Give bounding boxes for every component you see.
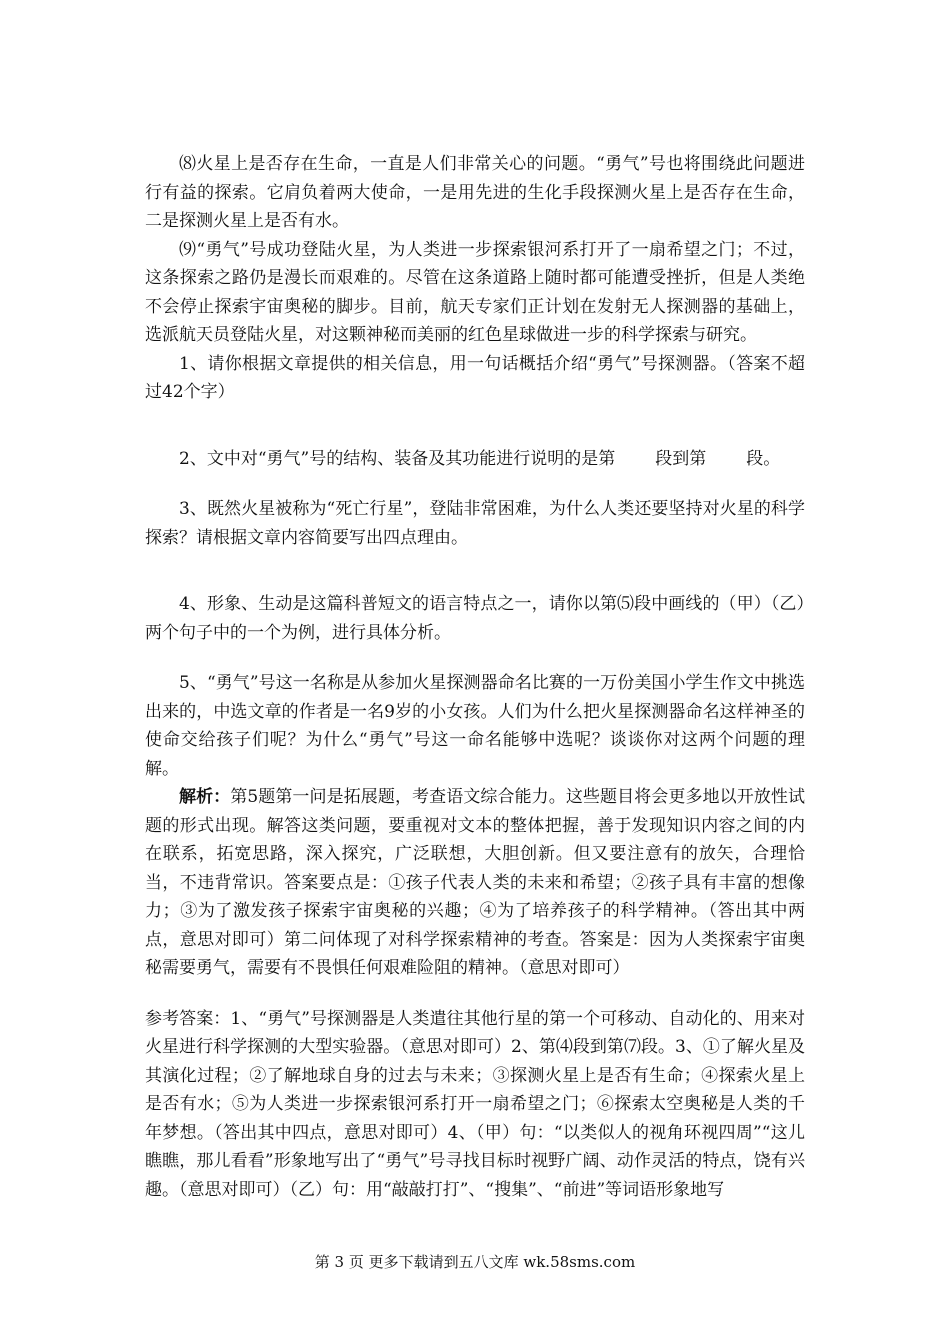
question-5: 5、“勇气”号这一名称是从参加火星探测器命名比赛的一万份美国小学生作文中挑选出来的，中选文章的作者是一名9岁的小女孩。人们为什么把火星探测器命名这样神圣的使命交给孩子们呢？为什么“勇气”号这一命名能够中选呢？谈谈你对这两个问题的理解。 (145, 673, 805, 779)
question-2-part-b: 段到第 (655, 448, 707, 469)
question-4: 4、形象、生动是这篇科普短文的语言特点之一，请你以第⑸段中画线的（甲）（乙）两个句子中的一个为例，进行具体分析。 (145, 594, 805, 643)
question-2-part-c: 段。 (746, 448, 781, 469)
analysis-text: 第5题第一问是拓展题，考查语文综合能力。这些题目将会更多地以开放性试题的形式出现。解答这类问题，要重视对文本的整体把握，善于发现知识内容之间的内在联系，拓宽思路，深入探究，广泛联想，大胆创新。但又要注意有的放矢，合理恰当，不违背常识。答案要点是：①孩子代表人类的未来和希望；②孩子具有丰富的想像力；③为了激发孩子探索宇宙奥秘的兴趣；④为了培养孩子的科学精神。（答出其中两点，意思对即可）第二问体现了对科学探索精神的考查。答案是：因为人类探索宇宙奥秘需要勇气，需要有不畏惧任何艰难险阻的精神。（意思对即可） (145, 787, 805, 978)
answer-space (145, 407, 805, 445)
spacer (145, 983, 805, 1005)
answer-space (145, 552, 805, 590)
question-1: 1、请你根据文章提供的相关信息，用一句话概括介绍“勇气”号探测器。（答案不超过42个字） (145, 353, 805, 402)
page-footer: 第 3 页 更多下载请到五八文库 wk.58sms.com (314, 1253, 636, 1271)
question-2 (145, 445, 805, 474)
question-3: 3、既然火星被称为“死亡行星”，登陆非常困难，为什么人类还要坚持对火星的科学探索？请根据文章内容简要写出四点理由。 (145, 499, 805, 548)
analysis-label: 解析： (179, 787, 231, 807)
reference-answers: 参考答案：1、“勇气”号探测器是人类遣往其他行星的第一个可移动、自动化的、用来对火星进行科学探测的大型实验器。（意思对即可）2、第⑷段到第⑺段。3、①了解火星及其演化过程；②了解地球自身的过去与未来；③探测火星上是否有生命；④探索火星上是否有水；⑤为人类进一步探索银河系打开一扇希望之门；⑥探索太空奥秘是人类的千年梦想。（答出其中四点，意思对即可）4、（甲）句：“以类似人的视角环视四周”“这儿瞧瞧，那儿看看”形象地写出了“勇气”号寻找目标时视野广阔、动作灵活的特点，饶有兴趣。（意思对即可）（乙）句：用“敲敲打打”、“搜集”、“前进”等词语形象地写 (145, 1008, 805, 1200)
question-2-part-a: 2、文中对“勇气”号的结构、装备及其功能进行说明的是第 (179, 448, 616, 469)
paragraph-9: ⑼“勇气”号成功登陆火星，为人类进一步探索银河系打开了一扇希望之门；不过，这条探索之路仍是漫长而艰难的。尽管在这条道路上随时都可能遭受挫折，但是人类绝不会停止探索宇宙奥秘的脚步。目前，航天专家们正计划在发射无人探测器的基础上，选派航天员登陆火星，对这颗神秘而美丽的红色星球做进一步的科学探索与研究。 (145, 239, 805, 345)
answer-space (145, 647, 805, 669)
answer-space (145, 473, 805, 495)
paragraph-8: ⑻火星上是否存在生命，一直是人们非常关心的问题。“勇气”号也将围绕此问题进行有益的探索。它肩负着两大使命，一是用先进的生化手段探测火星上是否存在生命，二是探测火星上是否有水。 (145, 154, 805, 231)
analysis (145, 783, 805, 983)
document-body (145, 150, 805, 1204)
